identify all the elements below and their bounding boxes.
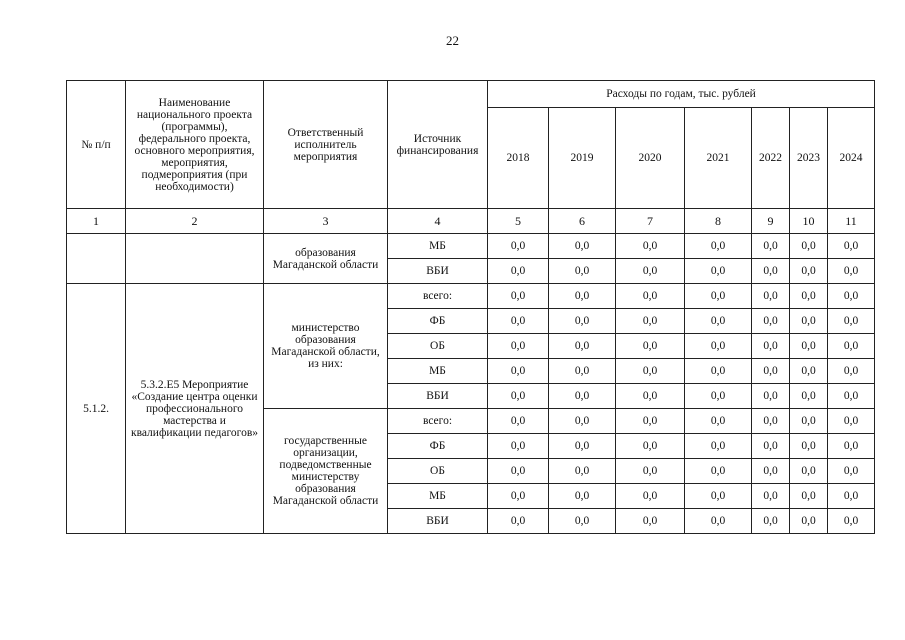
column-number: 2 bbox=[126, 209, 264, 234]
value-cell: 0,0 bbox=[488, 484, 549, 509]
year-header: 2022 bbox=[752, 108, 790, 209]
value-cell: 0,0 bbox=[616, 459, 685, 484]
header-name: Наименование национального проекта (программы), федерального проекта, основного мероприятия, мероприятия, подмероприятия (при необходимости) bbox=[126, 81, 264, 209]
source-cell: всего: bbox=[388, 284, 488, 309]
value-cell: 0,0 bbox=[828, 359, 875, 384]
value-cell: 0,0 bbox=[752, 284, 790, 309]
value-cell: 0,0 bbox=[488, 409, 549, 434]
value-cell: 0,0 bbox=[488, 234, 549, 259]
table-row bbox=[67, 284, 875, 309]
header-no: № п/п bbox=[67, 81, 126, 209]
value-cell: 0,0 bbox=[790, 459, 828, 484]
value-cell: 0,0 bbox=[616, 509, 685, 534]
value-cell: 0,0 bbox=[685, 334, 752, 359]
value-cell: 0,0 bbox=[488, 509, 549, 534]
value-cell: 0,0 bbox=[616, 309, 685, 334]
value-cell: 0,0 bbox=[828, 434, 875, 459]
source-cell: МБ bbox=[388, 359, 488, 384]
value-cell: 0,0 bbox=[549, 509, 616, 534]
source-cell: МБ bbox=[388, 234, 488, 259]
value-cell: 0,0 bbox=[488, 259, 549, 284]
value-cell: 0,0 bbox=[828, 234, 875, 259]
source-cell: ВБИ bbox=[388, 384, 488, 409]
value-cell: 0,0 bbox=[549, 309, 616, 334]
value-cell: 0,0 bbox=[616, 359, 685, 384]
value-cell: 0,0 bbox=[685, 259, 752, 284]
table-row bbox=[67, 234, 875, 259]
value-cell: 0,0 bbox=[549, 434, 616, 459]
value-cell: 0,0 bbox=[752, 384, 790, 409]
value-cell: 0,0 bbox=[685, 384, 752, 409]
value-cell: 0,0 bbox=[685, 484, 752, 509]
value-cell: 0,0 bbox=[488, 334, 549, 359]
value-cell: 0,0 bbox=[616, 234, 685, 259]
value-cell: 0,0 bbox=[616, 259, 685, 284]
value-cell: 0,0 bbox=[685, 234, 752, 259]
value-cell: 0,0 bbox=[549, 284, 616, 309]
year-header: 2018 bbox=[488, 108, 549, 209]
column-number: 8 bbox=[685, 209, 752, 234]
value-cell: 0,0 bbox=[488, 359, 549, 384]
value-cell: 0,0 bbox=[616, 409, 685, 434]
value-cell: 0,0 bbox=[549, 459, 616, 484]
value-cell: 0,0 bbox=[549, 484, 616, 509]
column-number: 4 bbox=[388, 209, 488, 234]
column-number: 3 bbox=[264, 209, 388, 234]
value-cell: 0,0 bbox=[488, 384, 549, 409]
column-number: 1 bbox=[67, 209, 126, 234]
value-cell: 0,0 bbox=[685, 409, 752, 434]
value-cell: 0,0 bbox=[828, 284, 875, 309]
value-cell: 0,0 bbox=[752, 484, 790, 509]
source-cell: МБ bbox=[388, 484, 488, 509]
value-cell: 0,0 bbox=[549, 384, 616, 409]
column-number: 5 bbox=[488, 209, 549, 234]
header-executor: Ответственный исполнитель мероприятия bbox=[264, 81, 388, 209]
source-cell: ОБ bbox=[388, 334, 488, 359]
page-number: 22 bbox=[446, 33, 459, 48]
value-cell: 0,0 bbox=[752, 409, 790, 434]
header-expenses: Расходы по годам, тыс. рублей bbox=[488, 81, 875, 108]
value-cell: 0,0 bbox=[790, 309, 828, 334]
source-cell: ВБИ bbox=[388, 259, 488, 284]
value-cell: 0,0 bbox=[828, 459, 875, 484]
executor-cell: министерство образования Магаданской области, из них: bbox=[264, 284, 388, 409]
value-cell: 0,0 bbox=[488, 459, 549, 484]
executor-cell: образования Магаданской области bbox=[264, 234, 388, 284]
value-cell: 0,0 bbox=[752, 359, 790, 384]
item-name: 5.3.2.Е5 Мероприятие «Создание центра оценки профессионального мастерства и квалификации педагогов» bbox=[126, 284, 264, 534]
value-cell: 0,0 bbox=[828, 259, 875, 284]
item-number-cell bbox=[67, 234, 126, 284]
value-cell: 0,0 bbox=[828, 384, 875, 409]
executor-cell: государственные организации, подведомственные министерству образования Магаданской области bbox=[264, 409, 388, 534]
value-cell: 0,0 bbox=[685, 459, 752, 484]
value-cell: 0,0 bbox=[549, 359, 616, 384]
value-cell: 0,0 bbox=[488, 434, 549, 459]
year-header: 2021 bbox=[685, 108, 752, 209]
value-cell: 0,0 bbox=[685, 284, 752, 309]
value-cell: 0,0 bbox=[752, 334, 790, 359]
value-cell: 0,0 bbox=[685, 434, 752, 459]
value-cell: 0,0 bbox=[685, 509, 752, 534]
value-cell: 0,0 bbox=[752, 509, 790, 534]
source-cell: ФБ bbox=[388, 309, 488, 334]
year-header: 2023 bbox=[790, 108, 828, 209]
value-cell: 0,0 bbox=[790, 359, 828, 384]
value-cell: 0,0 bbox=[488, 284, 549, 309]
value-cell: 0,0 bbox=[828, 484, 875, 509]
item-name-cell bbox=[126, 234, 264, 284]
value-cell: 0,0 bbox=[549, 409, 616, 434]
year-header: 2020 bbox=[616, 108, 685, 209]
column-number: 10 bbox=[790, 209, 828, 234]
source-cell: всего: bbox=[388, 409, 488, 434]
header-source: Источник финансирования bbox=[388, 81, 488, 209]
column-number: 6 bbox=[549, 209, 616, 234]
value-cell: 0,0 bbox=[790, 509, 828, 534]
value-cell: 0,0 bbox=[790, 234, 828, 259]
value-cell: 0,0 bbox=[616, 434, 685, 459]
column-number: 9 bbox=[752, 209, 790, 234]
value-cell: 0,0 bbox=[549, 334, 616, 359]
value-cell: 0,0 bbox=[616, 334, 685, 359]
value-cell: 0,0 bbox=[752, 234, 790, 259]
value-cell: 0,0 bbox=[752, 259, 790, 284]
year-header: 2019 bbox=[549, 108, 616, 209]
value-cell: 0,0 bbox=[790, 334, 828, 359]
value-cell: 0,0 bbox=[790, 484, 828, 509]
value-cell: 0,0 bbox=[616, 384, 685, 409]
value-cell: 0,0 bbox=[549, 259, 616, 284]
value-cell: 0,0 bbox=[752, 459, 790, 484]
value-cell: 0,0 bbox=[752, 434, 790, 459]
value-cell: 0,0 bbox=[828, 509, 875, 534]
value-cell: 0,0 bbox=[790, 409, 828, 434]
value-cell: 0,0 bbox=[790, 259, 828, 284]
year-header: 2024 bbox=[828, 108, 875, 209]
source-cell: ФБ bbox=[388, 434, 488, 459]
value-cell: 0,0 bbox=[616, 484, 685, 509]
value-cell: 0,0 bbox=[488, 309, 549, 334]
column-number: 11 bbox=[828, 209, 875, 234]
value-cell: 0,0 bbox=[790, 384, 828, 409]
item-number: 5.1.2. bbox=[67, 284, 126, 534]
source-cell: ОБ bbox=[388, 459, 488, 484]
value-cell: 0,0 bbox=[549, 234, 616, 259]
value-cell: 0,0 bbox=[790, 284, 828, 309]
source-cell: ВБИ bbox=[388, 509, 488, 534]
value-cell: 0,0 bbox=[685, 309, 752, 334]
budget-table bbox=[66, 80, 875, 534]
value-cell: 0,0 bbox=[828, 409, 875, 434]
value-cell: 0,0 bbox=[828, 309, 875, 334]
value-cell: 0,0 bbox=[685, 359, 752, 384]
column-number: 7 bbox=[616, 209, 685, 234]
value-cell: 0,0 bbox=[828, 334, 875, 359]
value-cell: 0,0 bbox=[752, 309, 790, 334]
value-cell: 0,0 bbox=[616, 284, 685, 309]
value-cell: 0,0 bbox=[790, 434, 828, 459]
